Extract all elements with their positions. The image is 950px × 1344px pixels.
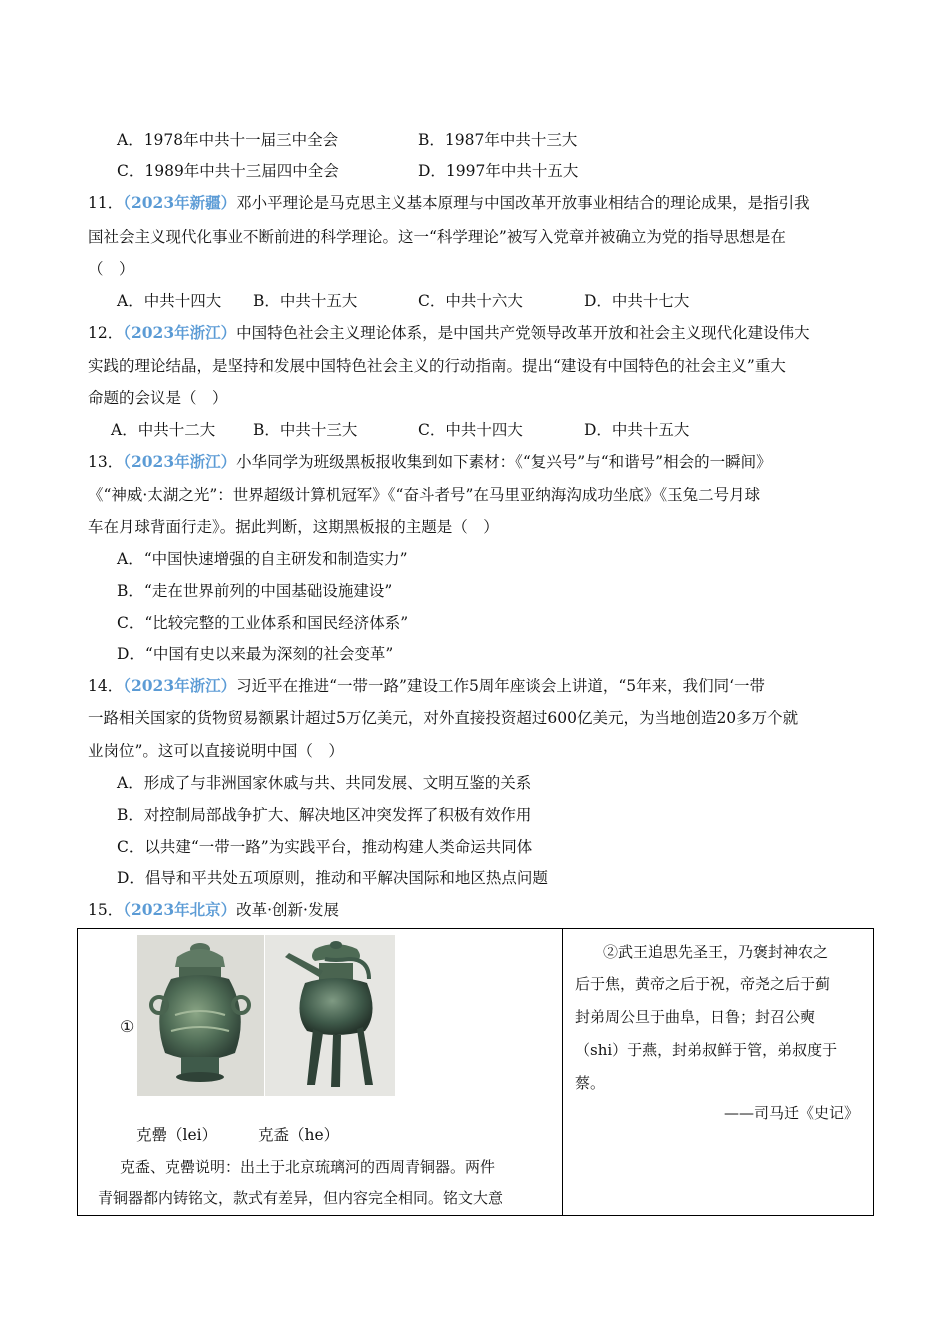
- q13-stem-1: 小华同学为班级黑板报收集到如下素材：《“复兴号”与“和谐号”相会的一瞬间》: [236, 453, 772, 471]
- q12-stem-3: 命题的会议是（ ）: [88, 389, 228, 407]
- q12-option-c[interactable]: C．中共十四大: [418, 421, 523, 439]
- q13-line1: [88, 451, 772, 473]
- shiji-source: ——司马迁《史记》: [723, 1104, 859, 1122]
- q12-number: 12．: [88, 324, 124, 342]
- q12-stem-1: 中国特色社会主义理论体系，是中国共产党领导改革开放和社会主义现代化建设伟大: [236, 324, 810, 342]
- ke-he-image: [265, 935, 395, 1096]
- q11-option-b[interactable]: B．中共十五大: [253, 292, 358, 310]
- shiji-line-4: （shi）于燕，封弟叔鲜于管，弟叔度于: [575, 1041, 838, 1059]
- q14-source-tag: （2023年浙江）: [123, 676, 237, 695]
- q11-source-tag: （2023年新疆）: [123, 193, 237, 212]
- q13-option-b[interactable]: B．“走在世界前列的中国基础设施建设”: [117, 582, 393, 600]
- q11-number: 11．: [88, 194, 124, 212]
- bronze-description-1: 克盉、克罍说明：出土于北京琉璃河的西周青铜器。两件: [120, 1158, 496, 1176]
- q11-stem-2: 国社会主义现代化事业不断前进的科学理论。这一“科学理论”被写入党章并被确立为党的指导思想是在: [88, 228, 786, 246]
- shiji-line-3: 封弟周公旦于曲阜，日鲁；封召公奭: [575, 1008, 816, 1026]
- q15-number: 15．: [88, 901, 124, 919]
- q10-option-a[interactable]: A．1978年中共十一届三中全会: [117, 131, 339, 149]
- q11-option-d[interactable]: D．中共十七大: [584, 292, 690, 310]
- q12-option-a[interactable]: A．中共十二大: [111, 421, 216, 439]
- q13-option-c[interactable]: C．“比较完整的工业体系和国民经济体系”: [117, 614, 409, 632]
- q15-right-cell: [563, 929, 874, 1216]
- q14-stem-1: 习近平在推进“一带一路”建设工作5周年座谈会上讲道，“5年来，我们同‘一带: [236, 677, 766, 695]
- q14-stem-3: 业岗位”。这可以直接说明中国（ ）: [88, 742, 344, 760]
- q11-option-c[interactable]: C．中共十六大: [418, 292, 523, 310]
- q14-line1: [88, 675, 765, 697]
- q12-line1: [88, 322, 810, 344]
- q11-line1: [88, 192, 810, 214]
- caption-ke-he: 克盉（he）: [258, 1126, 340, 1144]
- q12-option-d[interactable]: D．中共十五大: [584, 421, 690, 439]
- q12-source-tag: （2023年浙江）: [123, 323, 237, 342]
- q12-stem-2: 实践的理论结晶，是坚持和发展中国特色社会主义的行动指南。提出“建设有中国特色的社会主义”重大: [88, 357, 786, 375]
- q15-left-cell: [78, 929, 563, 1216]
- bronze-description-2: 青铜器都内铸铭文，款式有差异，但内容完全相同。铭文大意: [98, 1189, 504, 1207]
- shiji-line-5: 蔡。: [575, 1074, 606, 1092]
- q10-option-b[interactable]: B．1987年中共十三大: [418, 131, 578, 149]
- q13-stem-3: 车在月球背面行走》。据此判断，这期黑板报的主题是（ ）: [88, 518, 499, 536]
- q14-stem-2: 一路相关国家的货物贸易额累计超过5万亿美元，对外直接投资超过600亿美元，为当地创造20多万个就: [88, 709, 799, 727]
- ke-he-vessel-icon: [265, 935, 395, 1096]
- material-marker-1: ①: [120, 1017, 135, 1036]
- q14-option-d[interactable]: D．倡导和平共处五项原则，推动和平解决国际和地区热点问题: [117, 869, 548, 887]
- q15-source-table: [77, 928, 874, 1216]
- ke-lei-image: [137, 935, 264, 1096]
- q13-option-d[interactable]: D．“中国有史以来最为深刻的社会变革”: [117, 645, 394, 663]
- q11-stem-3: （ ）: [88, 260, 135, 278]
- shiji-line-2: 后于焦，黄帝之后于祝，帝尧之后于蓟: [575, 975, 831, 993]
- q13-stem-2: 《“神威·太湖之光”：世界超级计算机冠军》《“奋斗者号”在马里亚纳海沟成功坐底》《玉兔二号月球: [88, 486, 761, 504]
- q15-source-tag: （2023年北京）: [123, 900, 237, 919]
- q11-option-a[interactable]: A．中共十四大: [117, 292, 222, 310]
- q14-option-b[interactable]: B．对控制局部战争扩大、解决地区冲突发挥了积极有效作用: [117, 806, 532, 824]
- q14-option-a[interactable]: A．形成了与非洲国家休戚与共、共同发展、文明互鉴的关系: [117, 774, 532, 792]
- q12-option-b[interactable]: B．中共十三大: [253, 421, 358, 439]
- q13-option-a[interactable]: A．“中国快速增强的自主研发和制造实力”: [117, 550, 408, 568]
- q14-number: 14．: [88, 677, 124, 695]
- ke-lei-vessel-icon: [137, 935, 264, 1096]
- q10-option-d[interactable]: D．1997年中共十五大: [418, 162, 579, 180]
- caption-ke-lei: 克罍（lei）: [136, 1126, 218, 1144]
- shiji-line-1: ②武王追思先圣王，乃褒封神农之: [603, 943, 829, 961]
- q10-option-c[interactable]: C．1989年中共十三届四中全会: [117, 162, 339, 180]
- q11-stem-1: 邓小平理论是马克思主义基本原理与中国改革开放事业相结合的理论成果，是指引我: [236, 194, 810, 212]
- q14-option-c[interactable]: C．以共建“一带一路”为实践平台，推动构建人类命运共同体: [117, 838, 533, 856]
- q13-source-tag: （2023年浙江）: [123, 452, 237, 471]
- q15-line1: [88, 899, 339, 921]
- q13-number: 13．: [88, 453, 124, 471]
- q15-title: 改革·创新·发展: [236, 901, 339, 919]
